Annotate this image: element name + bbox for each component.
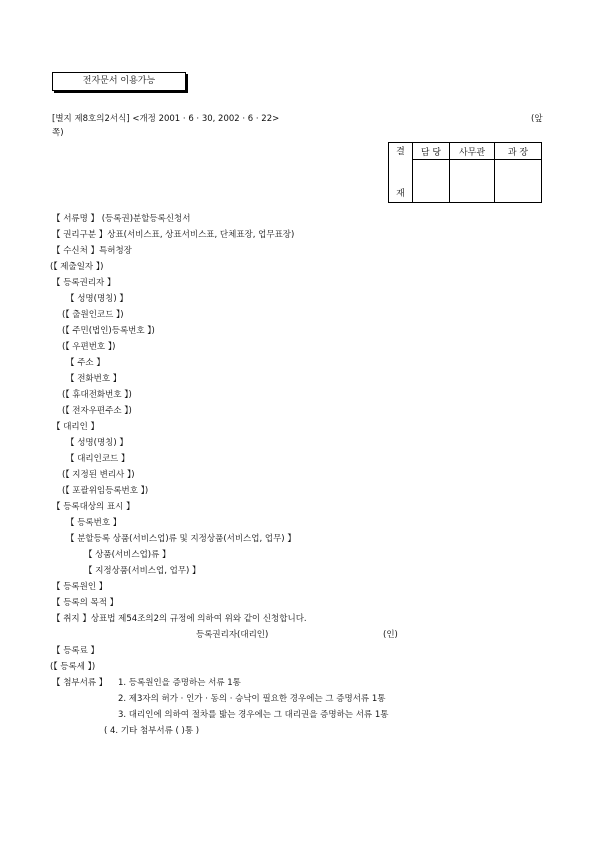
registrant-email: (【 전자우편주소 】): [62, 406, 132, 416]
approval-sign-staff: [413, 160, 450, 203]
registrant-id-number: (【 주민(법인)등록번호 】): [62, 326, 155, 336]
purpose-statement: 【 취지 】상표법 제54조의2의 규정에 의하여 위와 같이 신청합니다.: [52, 614, 307, 624]
submission-date-line: (【 제출일자 】): [50, 262, 104, 272]
division-goods-classes: 【 분할등록 상품(서비스업)류 및 지정상품(서비스업, 업무) 】: [66, 534, 296, 544]
approval-header-chief: 과 장: [495, 143, 542, 160]
form-reference: [별지 제8호의2서식] <개정 2001 · 6 · 30, 2002 · 6 · 22>: [52, 114, 280, 124]
agent-name: 【 성명(명칭) 】: [66, 438, 128, 448]
document-name-line: 【 서류명 】 (등록권)분할등록신청서: [52, 214, 191, 224]
approval-side-label: [389, 143, 413, 203]
registrant-address: 【 주소 】: [66, 358, 105, 368]
registrant-mobile: (【 휴대전화번호 】): [62, 390, 132, 400]
registration-tax: (【 등록세 】): [50, 662, 96, 672]
registration-target-heading: 【 등록대상의 표시 】: [52, 502, 135, 512]
attachments-label: 【 첨부서류 】: [52, 678, 108, 688]
registration-cause: 【 등록원인 】: [52, 582, 108, 592]
registration-purpose: 【 등록의 목적 】: [52, 598, 119, 608]
registrant-heading: 【 등록권리자 】: [52, 278, 116, 288]
approval-table: [388, 142, 542, 203]
approval-side-bottom: 재: [396, 188, 405, 199]
goods-class: 【 상품(서비스업)류 】: [84, 550, 171, 560]
recipient-line: 【 수신처 】특허청장: [52, 246, 132, 256]
agent-power-of-attorney-number: (【 포괄위임등록번호 】): [62, 486, 149, 496]
agent-designated-attorney: (【 지정된 변리사 】): [62, 470, 135, 480]
registrant-applicant-code: (【 출원인코드 】): [62, 310, 124, 320]
attachment-item-2: 2. 제3자의 허가 · 인가 · 동의 · 승낙이 필요한 경우에는 그 증명서류 1통: [118, 694, 386, 704]
page-side-top: (앞: [531, 114, 543, 124]
approval-sign-officer: [450, 160, 495, 203]
page-side-bottom: 쪽): [52, 128, 64, 138]
right-type-line: 【 권리구분 】상표(서비스표, 상표서비스표, 단체표장, 업무표장): [52, 230, 295, 240]
signature-seal: (인): [383, 630, 398, 640]
registrant-phone: 【 전화번호 】: [66, 374, 122, 384]
registration-fee: 【 등록료 】: [52, 646, 100, 656]
agent-code: 【 대리인코드 】: [66, 454, 130, 464]
approval-header-staff: 담 당: [413, 143, 450, 160]
attachment-item-4: ( 4. 기타 첨부서류 ( )통 ): [104, 726, 200, 736]
electronic-document-stamp: 전자문서 이용가능: [52, 72, 186, 91]
approval-header-officer: 사무관: [450, 143, 495, 160]
attachment-item-3: 3. 대리인에 의하여 절차를 밟는 경우에는 그 대리권을 증명하는 서류 1통: [118, 710, 389, 720]
signature-label: 등록권리자(대리인): [196, 630, 269, 640]
attachment-item-1: 1. 등록원인을 증명하는 서류 1통: [118, 678, 241, 688]
approval-side-top: 결: [396, 146, 405, 157]
approval-sign-chief: [495, 160, 542, 203]
registrant-name: 【 성명(명칭) 】: [66, 294, 128, 304]
agent-heading: 【 대리인 】: [52, 422, 100, 432]
registrant-postal-code: (【 우편번호 】): [62, 342, 116, 352]
designated-goods: 【 지정상품(서비스업, 업무) 】: [84, 566, 201, 576]
registration-number: 【 등록번호 】: [66, 518, 122, 528]
